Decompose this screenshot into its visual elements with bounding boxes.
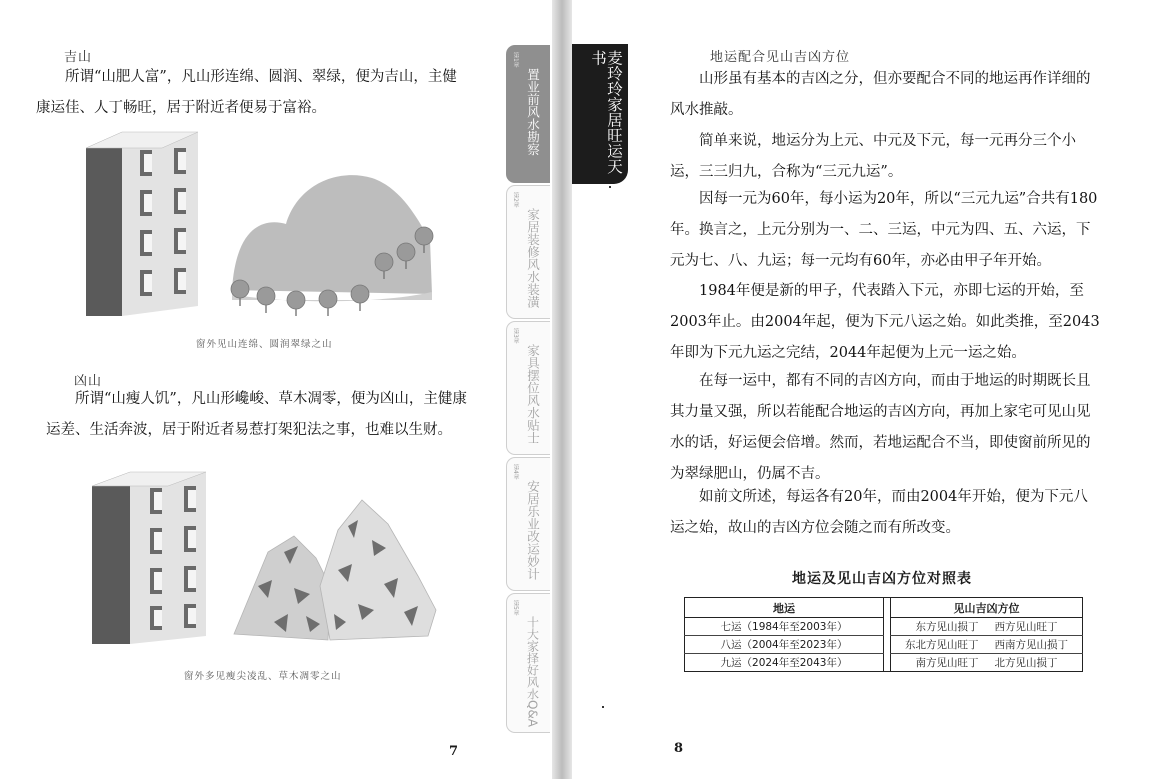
page-number-left: 7 xyxy=(449,744,459,759)
paragraph-2: 简单来说，地运分为上元、中元及下元，每一元再分三个小运，三三归九，合称为“三元九运”。 xyxy=(670,133,1076,180)
chapter-title: 家具摆位风水贴士 xyxy=(525,344,541,444)
auspicious-mountain-illustration xyxy=(80,128,460,328)
direction-value: 北方见山损丁 xyxy=(994,657,1058,669)
direction-cell xyxy=(891,618,1083,636)
direction-value: 东北方见山旺丁 xyxy=(905,639,979,651)
table-title: 地运及见山吉凶方位对照表 xyxy=(792,571,972,587)
table-header-direction: 见山吉凶方位 xyxy=(891,598,1083,618)
chapter-title: 十大家择好风水Q&A xyxy=(525,616,540,728)
chapter-tab-1[interactable] xyxy=(506,45,550,183)
chapter-tab-4[interactable] xyxy=(506,457,550,591)
chapter-tab-2[interactable] xyxy=(506,185,550,319)
page-number-right: 8 xyxy=(674,741,684,756)
right-page xyxy=(572,0,1165,779)
table-header-row xyxy=(685,598,1083,618)
left-page xyxy=(0,0,552,779)
inauspicious-mountain-text: 所谓“山瘦人饥”，凡山形巉峻、草木凋零，便为凶山，主健康运差、生活奔波，居于附近者易惹打架犯法之事，也难以生财。 xyxy=(46,391,467,438)
paragraph-1: 山形虽有基本的吉凶之分，但亦要配合不同的地运再作详细的风水推敲。 xyxy=(670,71,1091,118)
jagged-mountain-illustration xyxy=(234,500,436,640)
margin-dot xyxy=(609,186,611,188)
paragraph-6: 如前文所述，每运各有20年，而由2004年开始，便为下元八运之始，故山的吉凶方位会随之而有所改变。 xyxy=(670,489,1088,536)
table-header-period: 地运 xyxy=(685,598,884,618)
section-heading: 地运配合见山吉凶方位 xyxy=(710,50,851,65)
direction-value: 西南方见山损丁 xyxy=(994,639,1068,651)
chapter-number: 第3章 xyxy=(512,328,519,344)
luck-direction-table xyxy=(684,597,1083,672)
table-row xyxy=(685,636,1083,654)
auspicious-mountain-caption: 窗外见山连绵、圆润翠绿之山 xyxy=(196,339,333,350)
chapter-number: 第2章 xyxy=(512,192,519,208)
direction-cell xyxy=(891,654,1083,672)
direction-value: 西方见山旺丁 xyxy=(994,621,1058,633)
chapter-tab-5[interactable] xyxy=(506,593,550,733)
direction-value: 南方见山旺丁 xyxy=(915,657,979,669)
inauspicious-mountain-heading: 凶山 xyxy=(74,374,103,389)
chapter-title: 置业前风水勘察 xyxy=(525,68,541,156)
building-illustration xyxy=(92,472,206,644)
book-title-tab xyxy=(572,44,628,184)
margin-dot xyxy=(602,706,604,708)
paragraph-3: 因每一元为60年，每小运为20年，所以“三元九运”合共有180年。换言之，上元分别为一、二、三运，中元为四、五、六运，下元为七、八、九运；每一元均有60年，亦必由甲子年开始。 xyxy=(670,191,1098,269)
auspicious-mountain-heading: 吉山 xyxy=(64,50,93,65)
table-row xyxy=(685,618,1083,636)
inauspicious-mountain-caption: 窗外多见瘦尖凌乱、草木凋零之山 xyxy=(184,671,342,682)
inauspicious-mountain-illustration xyxy=(88,466,468,666)
chapter-title: 安居乐业改运妙计 xyxy=(525,480,541,580)
building-illustration xyxy=(86,132,198,316)
period-cell: 九运（2024年至2043年） xyxy=(685,654,884,672)
chapter-title: 家居装修风水装潢 xyxy=(525,208,541,308)
book-title: 麦玲玲家居旺运天书 xyxy=(589,50,623,174)
book-gutter xyxy=(552,0,572,779)
period-cell: 七运（1984年至2003年） xyxy=(685,618,884,636)
chapter-number: 第1章 xyxy=(512,52,519,68)
direction-value: 东方见山损丁 xyxy=(915,621,979,633)
chapter-number: 第4章 xyxy=(512,464,519,480)
period-cell: 八运（2004年至2023年） xyxy=(685,636,884,654)
table-row xyxy=(685,654,1083,672)
round-mountain-illustration xyxy=(231,175,433,316)
direction-cell xyxy=(891,636,1083,654)
auspicious-mountain-text: 所谓“山肥人富”，凡山形连绵、圆润、翠绿，便为吉山，主健康运佳、人丁畅旺，居于附近者便易于富裕。 xyxy=(36,69,457,116)
chapter-tab-3[interactable] xyxy=(506,321,550,455)
paragraph-4: 1984年便是新的甲子，代表踏入下元，亦即七运的开始，至2003年止。由2004年起，便为下元八运之始。如此类推，至2043年即为下元九运之完结，2044年起便为上元一运之始。 xyxy=(670,283,1100,361)
chapter-number: 第5章 xyxy=(512,600,519,616)
paragraph-5: 在每一运中，都有不同的吉凶方向，而由于地运的时期既长且其力量又强，所以若能配合地运的吉凶方向，再加上家宅可见山见水的话，好运便会倍增。然而，若地运配合不当，即使窗前所见的为翠绿肥山，仍属不吉。 xyxy=(670,373,1091,482)
